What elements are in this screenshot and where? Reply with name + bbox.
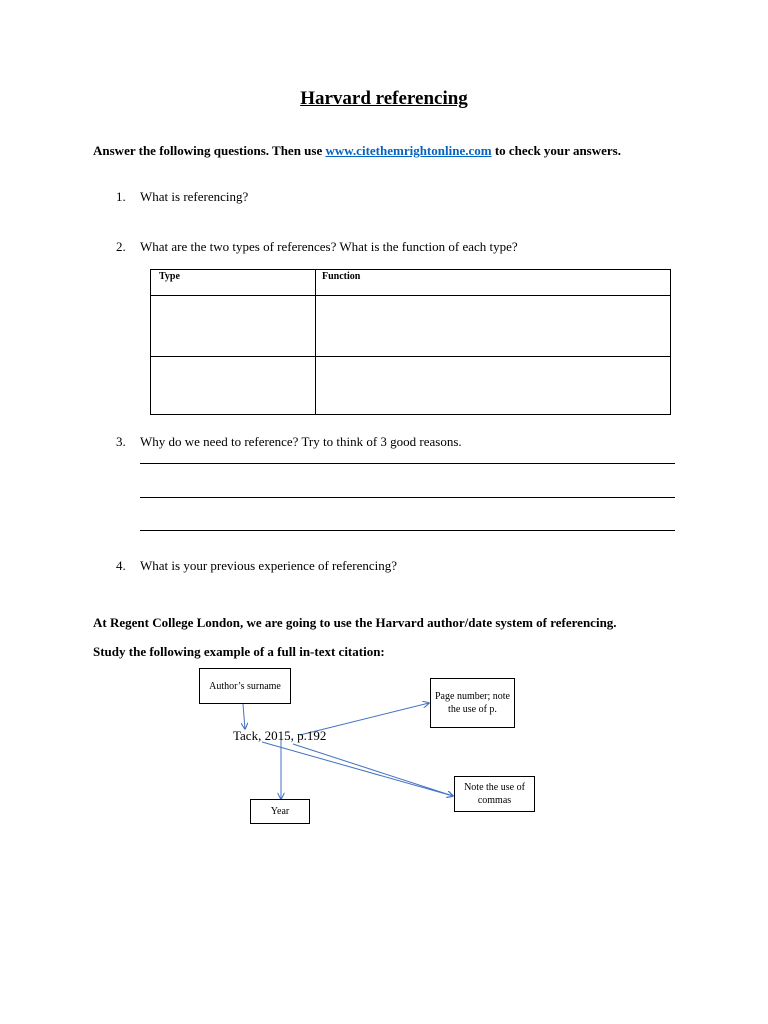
table-header-type: Type [159,271,180,282]
question-3-number: 3. [116,434,126,449]
question-1-text: What is referencing? [140,189,249,204]
question-1-number: 1. [116,189,126,204]
question-4-text: What is your previous experience of referencing? [140,558,397,573]
page-number-box: Page number; note the use of p. [430,678,515,728]
arrow-comma-1 [262,742,453,796]
question-4-number: 4. [116,558,126,573]
citethemright-link[interactable]: www.citethemrightonline.com [325,143,492,158]
harvard-system-statement: At Regent College London, we are going to use the Harvard author/date system of referencing. [93,615,617,630]
page-title: Harvard referencing [300,88,468,109]
table-header-function: Function [322,271,361,282]
citation-example: Tack, 2015, p.192 [233,728,327,743]
year-box: Year [250,799,310,824]
instructions-text-end: to check your answers. [491,143,621,158]
question-2-text: What are the two types of references? What is the function of each type? [140,239,518,254]
instructions-text-start: Answer the following questions. Then use [93,143,326,158]
question-2-number: 2. [116,239,126,254]
arrow-comma-2 [293,744,453,796]
question-3-text: Why do we need to reference? Try to think of 3 good reasons. [140,434,462,449]
arrow-author-to-citation [243,704,245,729]
study-prompt: Study the following example of a full in-text citation: [93,644,385,659]
author-surname-box: Author’s surname [199,668,291,704]
commas-note-box: Note the use of commas [454,776,535,812]
